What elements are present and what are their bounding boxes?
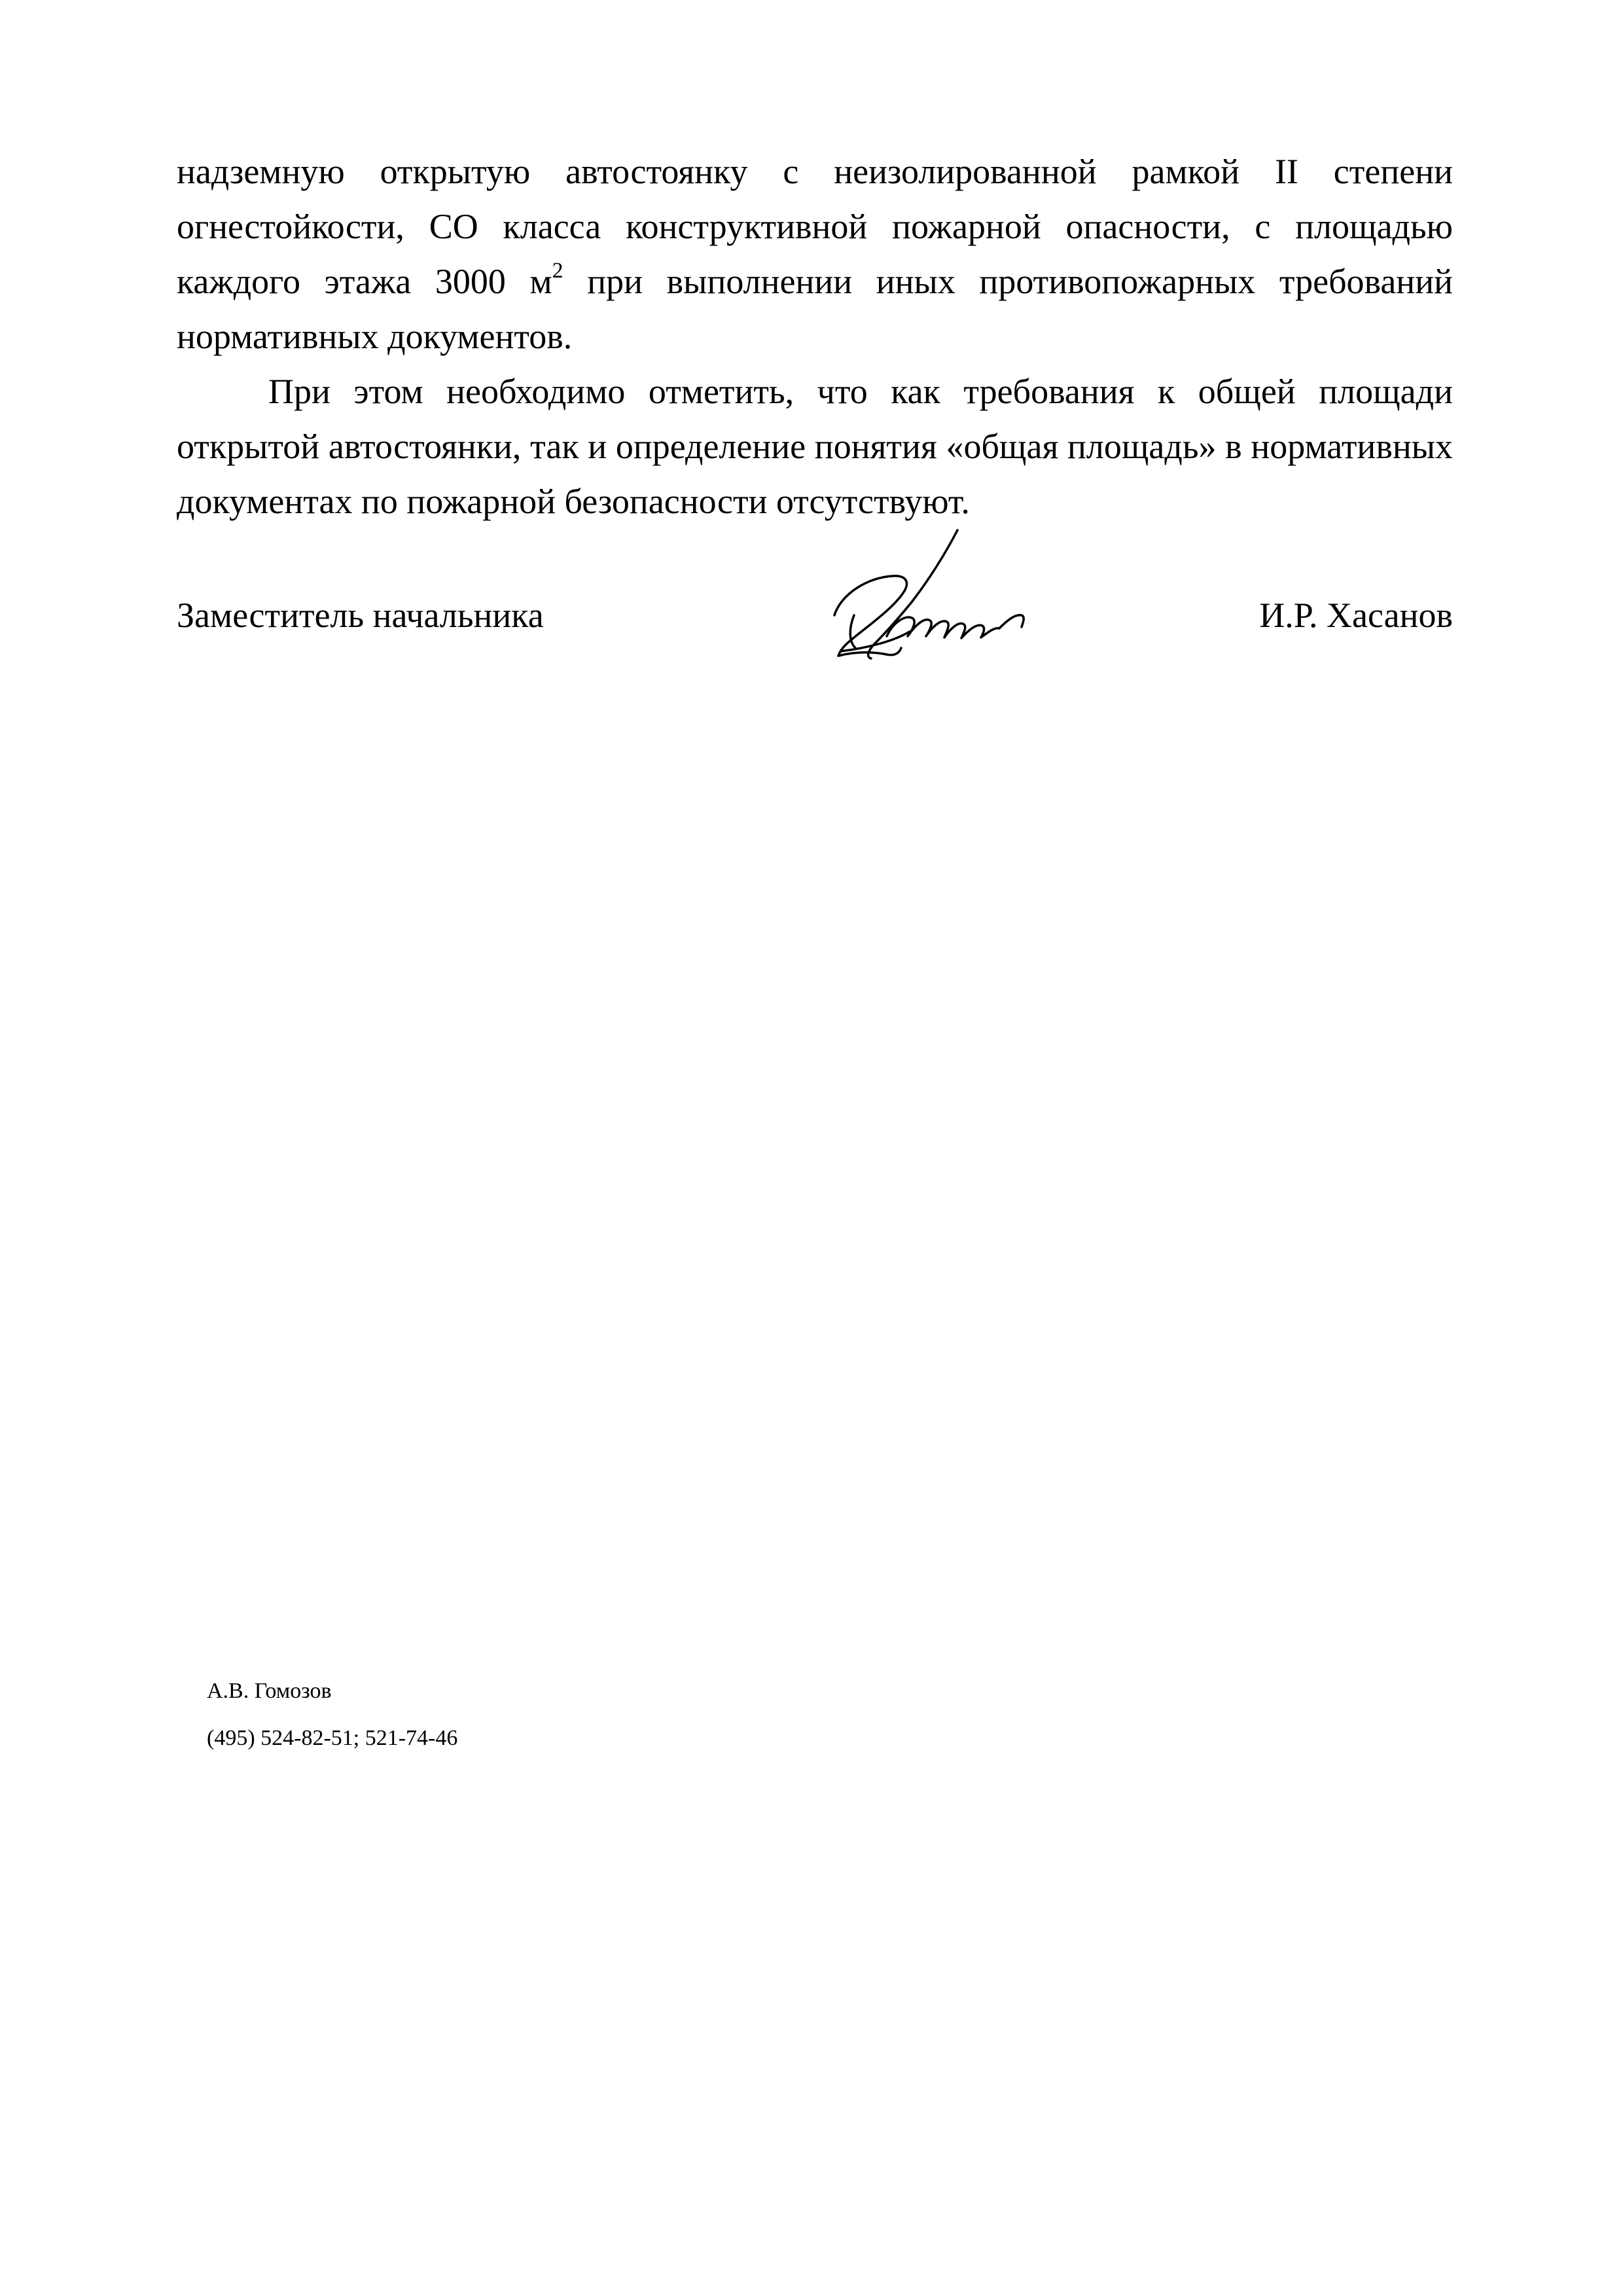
superscript-2: 2 [552,259,563,283]
document-body [177,144,1453,529]
paragraph-1-text: надземную открытую автостоянку с неизолированной рамкой II степени огнестойкости, СО класса конструктивной пожарной опасности, с площадью каждого этажа 3000 м [177,152,1453,301]
signer-name: И.Р. Хасанов [1259,596,1453,635]
contact-person: А.В. Гомозов [207,1679,332,1703]
paragraph-1-text-end: при выполнении иных противопожарных требований нормативных документов. [177,262,1454,356]
contact-block [207,1668,457,1762]
handwritten-signature-icon [795,517,1057,668]
paragraph-1 [177,144,1453,364]
paragraph-2: При этом необходимо отметить, что как требования к общей площади открытой автостоянки, так и определение понятия «общая площадь» в нормативных документах по пожарной безопасности отсутствуют. [177,372,1453,521]
contact-phones: (495) 524-82-51; 521-74-46 [207,1726,458,1750]
signer-title: Заместитель начальника [177,596,544,635]
